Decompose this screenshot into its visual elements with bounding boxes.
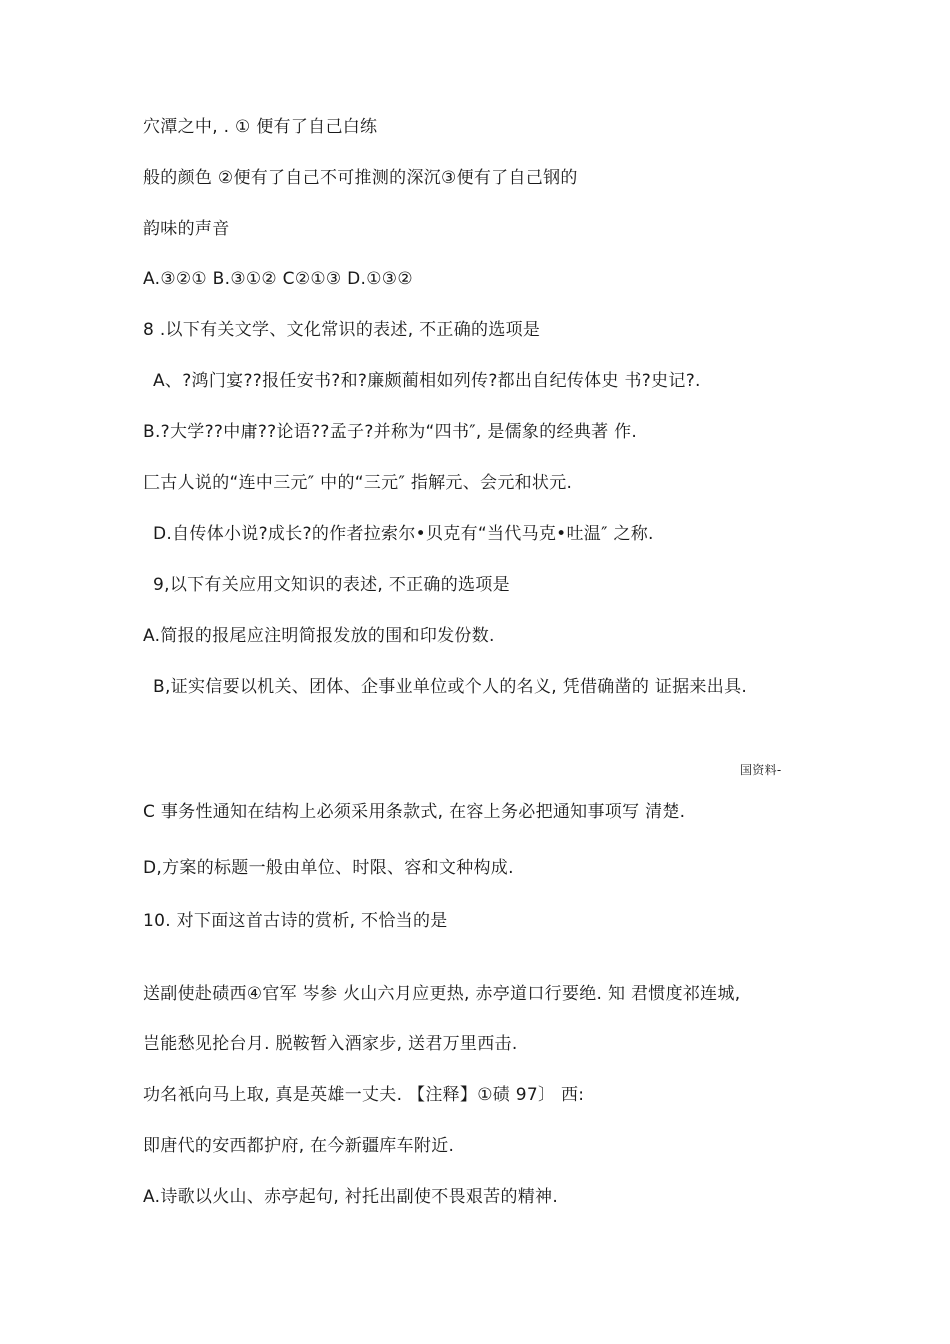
option-8d: D.自传体小说?成长?的作者拉索尔•贝克有“当代马克•吐温″ 之称. <box>153 524 654 544</box>
question-9: 9,以下有关应用文知识的表述, 不正确的选项是 <box>153 575 510 595</box>
option-9c: C 事务性通知在结构上必须采用条款式, 在容上务必把通知事项写 清楚. <box>143 802 686 822</box>
page-footer-note: 国资料- <box>740 763 782 777</box>
question-8: 8 .以下有关文学、文化常识的表述, 不正确的选项是 <box>143 320 541 340</box>
text-line-3: 韵味的声音 <box>143 219 230 239</box>
poem-line-2: 岂能愁见抡台月. 脱鞍暂入酒家步, 送君万里西击. <box>143 1034 518 1054</box>
text-line-1: 穴潭之中, . ① 便有了自己白练 <box>143 117 378 137</box>
option-8c: 匚古人说的“连中三元″ 中的“三元″ 指解元、会元和状元. <box>143 473 573 493</box>
option-8b: B.?大学??中庸??论语??孟子?并称为“四书″, 是儒象的经典著 作. <box>143 422 638 442</box>
text-line-2: 般的颜色 ②便有了自己不可推测的深沉③便有了自己钢的 <box>143 168 578 188</box>
option-10a: A.诗歌以火山、赤亭起句, 衬托出副使不畏艰苦的精神. <box>143 1187 559 1207</box>
poem-line-3-annotation: 功名衹向马上取, 真是英雄一丈夫. 【注释】①碛 97〕 西: <box>143 1085 585 1105</box>
annotation-continued: 即唐代的安西都护府, 在今新疆库车附近. <box>143 1136 455 1156</box>
option-9b: B,证实信要以机关、团体、企事业单位或个人的名义, 凭借确凿的 证据来出具. <box>153 677 748 697</box>
poem-line-1: 送副使赴碛西④官军 岑参 火山六月应更热, 赤亭道口行要绝. 知 君惯度祁连城, <box>143 984 741 1004</box>
question-10: 10. 对下面这首古诗的赏析, 不恰当的是 <box>143 911 448 931</box>
answer-options-q7: A.③②① B.③①② C②①③ D.①③② <box>143 269 413 289</box>
option-9a: A.简报的报尾应注明简报发放的围和印发份数. <box>143 626 495 646</box>
option-9d: D,方案的标题一般由单位、时限、容和文种构成. <box>143 858 514 878</box>
option-8a: A、?鸿门宴??报任安书?和?廉颇蔺相如列传?都出自纪传体史 书?史记?. <box>153 371 701 391</box>
